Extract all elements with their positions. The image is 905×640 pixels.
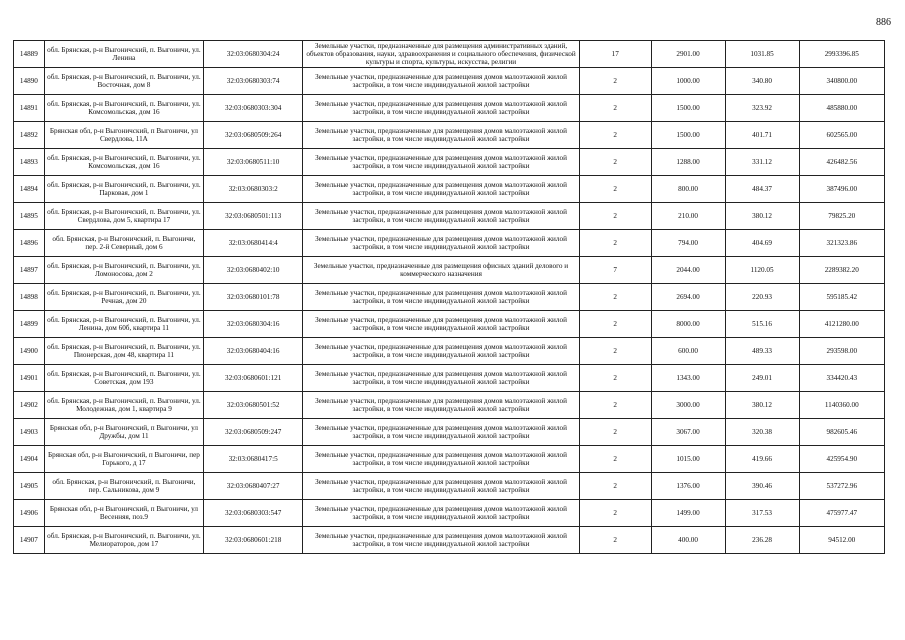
permitted-use-cell: Земельные участки, предназначенные для размещения домов малоэтажной жилой застройки, в том числе индивидуальной жилой застройки [303,68,580,95]
cadastral-value-cell: 387496.00 [799,176,884,203]
cadastral-value-cell: 425954.90 [799,446,884,473]
area-cell: 400.00 [651,527,725,554]
row-number: 14903 [14,419,45,446]
cadastral-number-cell: 32:03:0680414:4 [204,230,303,257]
table-row [14,122,885,149]
specific-value-cell: 515.16 [725,311,799,338]
cadastral-value-cell: 79825.20 [799,203,884,230]
specific-value-cell: 1120.05 [725,257,799,284]
area-cell: 1000.00 [651,68,725,95]
use-category-cell: 2 [579,419,651,446]
cadastral-number-cell: 32:03:0680417:5 [204,446,303,473]
specific-value-cell: 220.93 [725,284,799,311]
cadastral-number-cell: 32:03:0680407:27 [204,473,303,500]
cadastral-value-cell: 340800.00 [799,68,884,95]
use-category-cell: 2 [579,203,651,230]
specific-value-cell: 1031.85 [725,41,799,68]
permitted-use-cell: Земельные участки, предназначенные для размещения домов малоэтажной жилой застройки, в том числе индивидуальной жилой застройки [303,311,580,338]
area-cell: 794.00 [651,230,725,257]
table-row [14,500,885,527]
cadastral-value-cell: 537272.96 [799,473,884,500]
cadastral-number-cell: 32:03:0680303:547 [204,500,303,527]
row-number: 14894 [14,176,45,203]
area-cell: 2694.00 [651,284,725,311]
use-category-cell: 2 [579,311,651,338]
address-cell: обл. Брянская, р-н Выгоничский, п. Выгоничи, ул. Пионерская, дом 48, квартира 11 [44,338,203,365]
cadastral-number-cell: 32:03:0680509:264 [204,122,303,149]
address-cell: обл. Брянская, р-н Выгоничский, п. Выгоничи, ул. Парковая, дом 1 [44,176,203,203]
row-number: 14898 [14,284,45,311]
cadastral-value-cell: 1140360.00 [799,392,884,419]
table-row [14,176,885,203]
use-category-cell: 17 [579,41,651,68]
address-cell: обл. Брянская, р-н Выгоничский, п. Выгоничи, ул. Ленина, дом 60б, квартира 11 [44,311,203,338]
page-number: 886 [876,17,891,28]
cadastral-number-cell: 32:03:0680601:218 [204,527,303,554]
row-number: 14901 [14,365,45,392]
address-cell: Брянская обл, р-н Выгоничский, п Выгоничи, ул Дружбы, дом 11 [44,419,203,446]
use-category-cell: 2 [579,527,651,554]
row-number: 14904 [14,446,45,473]
use-category-cell: 2 [579,392,651,419]
cadastral-number-cell: 32:03:0680501:113 [204,203,303,230]
use-category-cell: 2 [579,500,651,527]
area-cell: 210.00 [651,203,725,230]
cadastral-number-cell: 32:03:0680304:16 [204,311,303,338]
cadastral-value-cell: 982605.46 [799,419,884,446]
area-cell: 1499.00 [651,500,725,527]
specific-value-cell: 380.12 [725,203,799,230]
use-category-cell: 2 [579,284,651,311]
permitted-use-cell: Земельные участки, предназначенные для размещения офисных зданий делового и коммерческого назначения [303,257,580,284]
table-row [14,68,885,95]
table-body [14,41,885,554]
row-number: 14895 [14,203,45,230]
cadastral-value-cell: 2289382.20 [799,257,884,284]
permitted-use-cell: Земельные участки, предназначенные для размещения домов малоэтажной жилой застройки, в том числе индивидуальной жилой застройки [303,473,580,500]
table-row [14,149,885,176]
cadastral-value-cell: 2993396.85 [799,41,884,68]
row-number: 14899 [14,311,45,338]
use-category-cell: 2 [579,95,651,122]
permitted-use-cell: Земельные участки, предназначенные для размещения домов малоэтажной жилой застройки, в том числе индивидуальной жилой застройки [303,500,580,527]
address-cell: обл. Брянская, р-н Выгоничский, п. Выгоничи, ул. Ленина [44,41,203,68]
specific-value-cell: 380.12 [725,392,799,419]
area-cell: 600.00 [651,338,725,365]
row-number: 14896 [14,230,45,257]
address-cell: обл. Брянская, р-н Выгоничский, п. Выгоничи, ул. Речная, дом 20 [44,284,203,311]
address-cell: обл. Брянская, р-н Выгоничский, п. Выгоничи, ул. Мелиораторов, дом 17 [44,527,203,554]
use-category-cell: 2 [579,122,651,149]
cadastral-number-cell: 32:03:0680402:10 [204,257,303,284]
area-cell: 1015.00 [651,446,725,473]
area-cell: 2901.00 [651,41,725,68]
cadastral-value-cell: 475977.47 [799,500,884,527]
row-number: 14907 [14,527,45,554]
use-category-cell: 2 [579,176,651,203]
area-cell: 1376.00 [651,473,725,500]
cadastral-value-cell: 293598.00 [799,338,884,365]
use-category-cell: 2 [579,338,651,365]
area-cell: 1288.00 [651,149,725,176]
table-row [14,257,885,284]
address-cell: Брянская обл, р-н Выгоничский, п Выгоничи, пер Горького, д 17 [44,446,203,473]
land-registry-table [13,40,885,554]
table-row [14,365,885,392]
cadastral-number-cell: 32:03:0680101:78 [204,284,303,311]
table-row [14,392,885,419]
cadastral-value-cell: 595185.42 [799,284,884,311]
table-row [14,284,885,311]
row-number: 14889 [14,41,45,68]
permitted-use-cell: Земельные участки, предназначенные для размещения домов малоэтажной жилой застройки, в том числе индивидуальной жилой застройки [303,365,580,392]
address-cell: обл. Брянская, р-н Выгоничский, п. Выгоничи, ул. Комсомольская, дом 16 [44,95,203,122]
use-category-cell: 2 [579,446,651,473]
specific-value-cell: 323.92 [725,95,799,122]
area-cell: 1343.00 [651,365,725,392]
cadastral-value-cell: 602565.00 [799,122,884,149]
row-number: 14905 [14,473,45,500]
permitted-use-cell: Земельные участки, предназначенные для размещения домов малоэтажной жилой застройки, в том числе индивидуальной жилой застройки [303,176,580,203]
specific-value-cell: 401.71 [725,122,799,149]
specific-value-cell: 489.33 [725,338,799,365]
table-row [14,527,885,554]
specific-value-cell: 484.37 [725,176,799,203]
cadastral-number-cell: 32:03:0680404:16 [204,338,303,365]
table-row [14,203,885,230]
specific-value-cell: 340.80 [725,68,799,95]
row-number: 14893 [14,149,45,176]
specific-value-cell: 404.69 [725,230,799,257]
permitted-use-cell: Земельные участки, предназначенные для размещения домов малоэтажной жилой застройки, в том числе индивидуальной жилой застройки [303,203,580,230]
cadastral-number-cell: 32:03:0680501:52 [204,392,303,419]
row-number: 14900 [14,338,45,365]
cadastral-number-cell: 32:03:0680511:10 [204,149,303,176]
row-number: 14897 [14,257,45,284]
cadastral-number-cell: 32:03:0680303:304 [204,95,303,122]
cadastral-value-cell: 426482.56 [799,149,884,176]
table-row [14,230,885,257]
row-number: 14902 [14,392,45,419]
address-cell: обл. Брянская, р-н Выгоничский, п. Выгоничи, пер. 2-й Северный, дом 6 [44,230,203,257]
use-category-cell: 7 [579,257,651,284]
table-row [14,419,885,446]
address-cell: Брянская обл, р-н Выгоничский, п Выгоничи, ул Весенняя, поз.9 [44,500,203,527]
permitted-use-cell: Земельные участки, предназначенные для размещения домов малоэтажной жилой застройки, в том числе индивидуальной жилой застройки [303,230,580,257]
permitted-use-cell: Земельные участки, предназначенные для размещения домов малоэтажной жилой застройки, в том числе индивидуальной жилой застройки [303,149,580,176]
area-cell: 3067.00 [651,419,725,446]
cadastral-number-cell: 32:03:0680304:24 [204,41,303,68]
use-category-cell: 2 [579,68,651,95]
specific-value-cell: 390.46 [725,473,799,500]
cadastral-value-cell: 321323.86 [799,230,884,257]
use-category-cell: 2 [579,230,651,257]
cadastral-value-cell: 334420.43 [799,365,884,392]
cadastral-value-cell: 94512.00 [799,527,884,554]
cadastral-value-cell: 485880.00 [799,95,884,122]
row-number: 14890 [14,68,45,95]
area-cell: 8000.00 [651,311,725,338]
use-category-cell: 2 [579,473,651,500]
address-cell: обл. Брянская, р-н Выгоничский, п. Выгоничи, ул. Советская, дом 193 [44,365,203,392]
table-row [14,446,885,473]
permitted-use-cell: Земельные участки, предназначенные для размещения домов малоэтажной жилой застройки, в том числе индивидуальной жилой застройки [303,419,580,446]
area-cell: 1500.00 [651,95,725,122]
permitted-use-cell: Земельные участки, предназначенные для размещения домов малоэтажной жилой застройки, в том числе индивидуальной жилой застройки [303,527,580,554]
permitted-use-cell: Земельные участки, предназначенные для размещения домов малоэтажной жилой застройки, в том числе индивидуальной жилой застройки [303,338,580,365]
area-cell: 800.00 [651,176,725,203]
area-cell: 2044.00 [651,257,725,284]
address-cell: обл. Брянская, р-н Выгоничский, п. Выгоничи, пер. Сальникова, дом 9 [44,473,203,500]
table-row [14,338,885,365]
permitted-use-cell: Земельные участки, предназначенные для размещения домов малоэтажной жилой застройки, в том числе индивидуальной жилой застройки [303,122,580,149]
area-cell: 3000.00 [651,392,725,419]
specific-value-cell: 419.66 [725,446,799,473]
address-cell: обл. Брянская, р-н Выгоничский, п. Выгоничи, ул. Комсомольская, дом 16 [44,149,203,176]
permitted-use-cell: Земельные участки, предназначенные для размещения домов малоэтажной жилой застройки, в том числе индивидуальной жилой застройки [303,446,580,473]
cadastral-value-cell: 4121280.00 [799,311,884,338]
address-cell: обл. Брянская, р-н Выгоничский, п. Выгоничи, ул. Восточная, дом 8 [44,68,203,95]
address-cell: обл. Брянская, р-н Выгоничский, п. Выгоничи, ул. Молодежная, дом 1, квартира 9 [44,392,203,419]
cadastral-number-cell: 32:03:0680601:121 [204,365,303,392]
table-row [14,41,885,68]
address-cell: Брянская обл, р-н Выгоничский, п Выгоничи, ул Свердлова, 11А [44,122,203,149]
table-row [14,473,885,500]
cadastral-number-cell: 32:03:0680303:74 [204,68,303,95]
permitted-use-cell: Земельные участки, предназначенные для размещения домов малоэтажной жилой застройки, в том числе индивидуальной жилой застройки [303,95,580,122]
cadastral-number-cell: 32:03:0680303:2 [204,176,303,203]
table-row [14,95,885,122]
use-category-cell: 2 [579,149,651,176]
permitted-use-cell: Земельные участки, предназначенные для размещения домов малоэтажной жилой застройки, в том числе индивидуальной жилой застройки [303,284,580,311]
row-number: 14906 [14,500,45,527]
row-number: 14892 [14,122,45,149]
table-row [14,311,885,338]
specific-value-cell: 331.12 [725,149,799,176]
cadastral-number-cell: 32:03:0680509:247 [204,419,303,446]
use-category-cell: 2 [579,365,651,392]
specific-value-cell: 320.38 [725,419,799,446]
permitted-use-cell: Земельные участки, предназначенные для размещения домов малоэтажной жилой застройки, в том числе индивидуальной жилой застройки [303,392,580,419]
area-cell: 1500.00 [651,122,725,149]
row-number: 14891 [14,95,45,122]
specific-value-cell: 249.01 [725,365,799,392]
specific-value-cell: 317.53 [725,500,799,527]
address-cell: обл. Брянская, р-н Выгоничский, п. Выгоничи, ул. Ломоносова, дом 2 [44,257,203,284]
permitted-use-cell: Земельные участки, предназначенные для размещения административных зданий, объектов образования, науки, здравоохранения и социального обеспечения, физической культуры и спорта, культуры, искусства, религии [303,41,580,68]
specific-value-cell: 236.28 [725,527,799,554]
address-cell: обл. Брянская, р-н Выгоничский, п. Выгоничи, ул. Свердлова, дом 5, квартира 17 [44,203,203,230]
